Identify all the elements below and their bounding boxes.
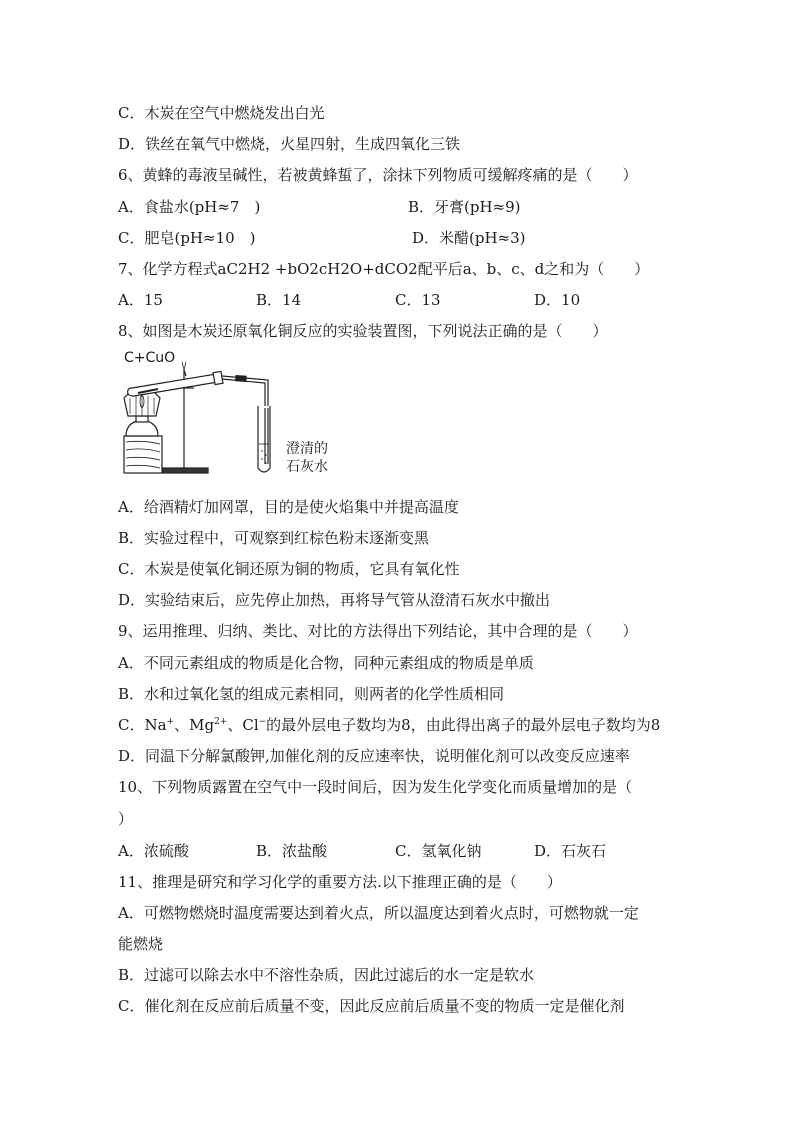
q6-options-row-1: [118, 197, 678, 217]
q9c-part-4: 的最外层电子数均为8，由此得出离子的最外层电子数均为8: [266, 716, 661, 734]
q8-option-b: B．实验过程中，可观察到红棕色粉末逐渐变黑: [118, 529, 430, 547]
question-11: 11、推理是研究和学习化学的重要方法.以下推理正确的是（ ）: [118, 873, 562, 891]
q9-option-a: A．不同元素组成的物质是化合物，同种元素组成的物质是单质: [118, 654, 534, 672]
q8-option-a: A．给酒精灯加网罩，目的是使火焰集中并提高温度: [118, 498, 459, 516]
question-10-continued: ）: [118, 810, 134, 828]
question-7: 7、化学方程式aC2H2 +bO2cH2O+dCO2配平后a、b、c、d之和为（ ）: [118, 260, 650, 278]
q5-option-c: C．木炭在空气中燃烧发出白光: [118, 104, 325, 122]
q9c-part-3: 、Cl: [227, 716, 259, 734]
q8-option-d: D．实验结束后，应先停止加热，再将导气管从澄清石灰水中撤出: [118, 591, 551, 609]
q11-option-a-continued: 能燃烧: [118, 935, 164, 953]
q9-option-d: D．同温下分解氯酸钾,加催化剂的反应速率快，说明催化剂可以改变反应速率: [118, 747, 630, 765]
q5-option-d: D．铁丝在氧气中燃烧，火星四射，生成四氧化三铁: [118, 135, 461, 153]
q11-option-c: C．催化剂在反应前后质量不变，因此反应前后质量不变的物质一定是催化剂: [118, 997, 625, 1015]
q9-option-b: B．水和过氧化氢的组成元素相同，则两者的化学性质相同: [118, 685, 505, 703]
question-9: 9、运用推理、归纳、类比、对比的方法得出下列结论，其中合理的是（ ）: [118, 622, 638, 640]
q10-option-b: B．浓盐酸: [256, 842, 328, 860]
q7-option-c: C．13: [395, 291, 441, 309]
question-8: 8、如图是木炭还原氧化铜反应的实验装置图，下列说法正确的是（ ）: [118, 322, 608, 340]
q9-option-c: [118, 715, 660, 735]
q11-option-a: A．可燃物燃烧时温度需要达到着火点，所以温度达到着火点时，可燃物就一定: [118, 904, 639, 922]
question-10: 10、下列物质露置在空气中一段时间后，因为发生化学变化而质量增加的是（: [118, 778, 633, 796]
q10-option-d: D．石灰石: [534, 842, 607, 860]
sodium-charge: +: [166, 717, 175, 727]
q10-options-row: [118, 841, 678, 861]
reactants-label: C+CuO: [124, 350, 176, 366]
limewater-label-1: 澄清的: [286, 441, 328, 457]
q9c-part-2: 、Mg: [174, 716, 215, 734]
q9c-part-1: C．Na: [118, 716, 167, 734]
q8-option-c: C．木炭是使氧化铜还原为铜的物质，它具有氧化性: [118, 560, 460, 578]
chloride-charge: −: [258, 717, 267, 727]
q10-option-c: C．氢氧化钠: [395, 842, 482, 860]
apparatus-figure: [118, 350, 358, 480]
magnesium-charge: 2+: [214, 717, 228, 727]
q6-option-c: C．肥皂(pH≈10 ): [118, 229, 256, 247]
q10-option-a: A．浓硫酸: [118, 842, 189, 860]
q6-option-d: D．米醋(pH≈3): [412, 229, 526, 247]
limewater-label-2: 石灰水: [286, 459, 328, 475]
q7-options-row: [118, 290, 678, 310]
q6-option-b: B．牙膏(pH≈9): [408, 198, 521, 216]
q6-option-a: A．食盐水(pH≈7 ): [118, 198, 261, 216]
q11-option-b: B．过滤可以除去水中不溶性杂质，因此过滤后的水一定是软水: [118, 966, 535, 984]
q7-option-d: D．10: [534, 291, 581, 309]
q7-option-b: B．14: [256, 291, 302, 309]
q7-option-a: A．15: [118, 291, 163, 309]
q6-options-row-2: [118, 228, 678, 248]
question-6: 6、黄蜂的毒液呈碱性，若被黄蜂蜇了，涂抹下列物质可缓解疼痛的是（ ）: [118, 166, 638, 184]
